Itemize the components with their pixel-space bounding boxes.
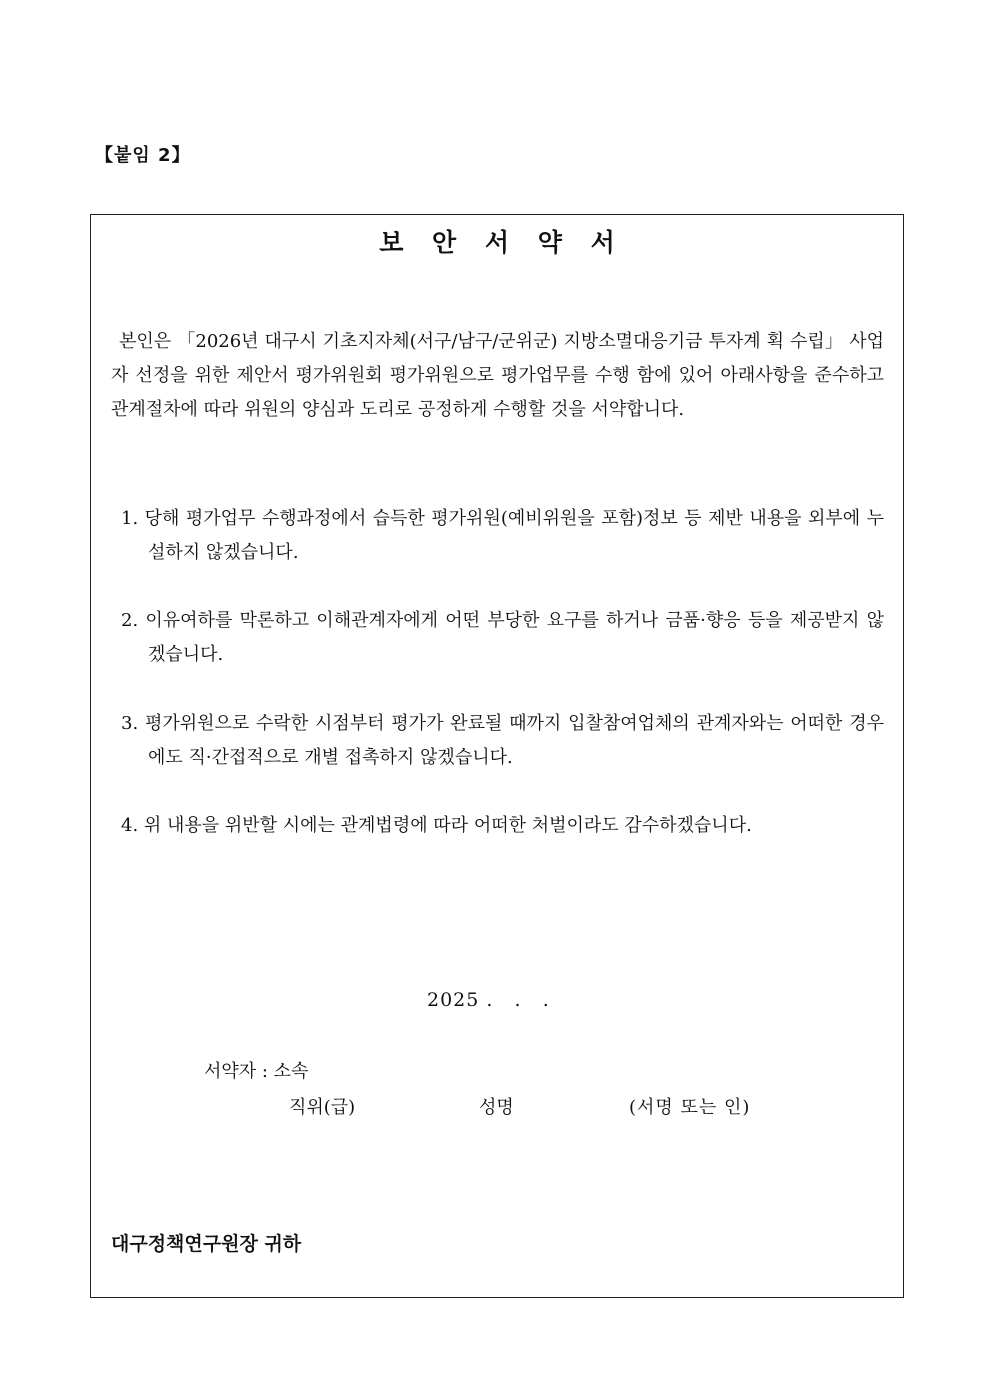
signer-details xyxy=(204,1093,894,1123)
pledge-clause: 3. 평가위원으로 수락한 시점부터 평가가 완료될 때까지 입찰참여업체의 관계자와는 어떠한 경우에도 직·간접적으로 개별 접촉하지 않겠습니다. xyxy=(121,713,884,768)
intro-line: 함에 있어 아래사항을 준수하고 관계절차에 따라 위원의 양심과 도리로 공정하게 xyxy=(111,365,884,420)
document-title: 보 안 서 약 서 xyxy=(379,228,625,257)
pledge-clause: 1. 당해 평가업무 수행과정에서 습득한 평가위원(예비위원을 포함)정보 등 제반 내용을 외부에 누설하지 않겠습니다. xyxy=(121,508,884,563)
pledge-date: 2025 . . . xyxy=(427,989,550,1011)
signer-name-label: 성명 xyxy=(479,1097,514,1118)
intro-line: 본인은 「2026년 대구시 기초지자체(서구/남구/군위군) 지방소멸대응기금 투자계 xyxy=(119,331,761,352)
attachment-label: 【붙임 2】 xyxy=(95,145,191,166)
pledge-intro xyxy=(111,325,884,427)
pledge-clause: 2. 이유여하를 막론하고 이해관계자에게 어떤 부당한 요구를 하거나 금품·향응 등을 제공받지 않겠습니다. xyxy=(121,610,884,665)
pledge-clause: 4. 위 내용을 위반할 시에는 관계법령에 따라 어떠한 처벌이라도 감수하겠습니다. xyxy=(121,815,752,836)
intro-line: 획 수립」 사업자 선정을 위한 제안서 평가위원회 평가위원으로 평가업무를 수행 xyxy=(111,331,884,386)
signer-affiliation-label: 서약자 : 소속 xyxy=(204,1061,309,1082)
signer-position-label: 직위(급) xyxy=(289,1097,356,1118)
signature-placeholder: (서명 또는 인) xyxy=(629,1097,751,1118)
pledge-clauses xyxy=(121,502,884,877)
recipient: 대구정책연구원장 귀하 xyxy=(111,1233,302,1255)
intro-line: 수행할 것을 서약합니다. xyxy=(493,399,685,420)
pledge-document xyxy=(90,214,904,1298)
